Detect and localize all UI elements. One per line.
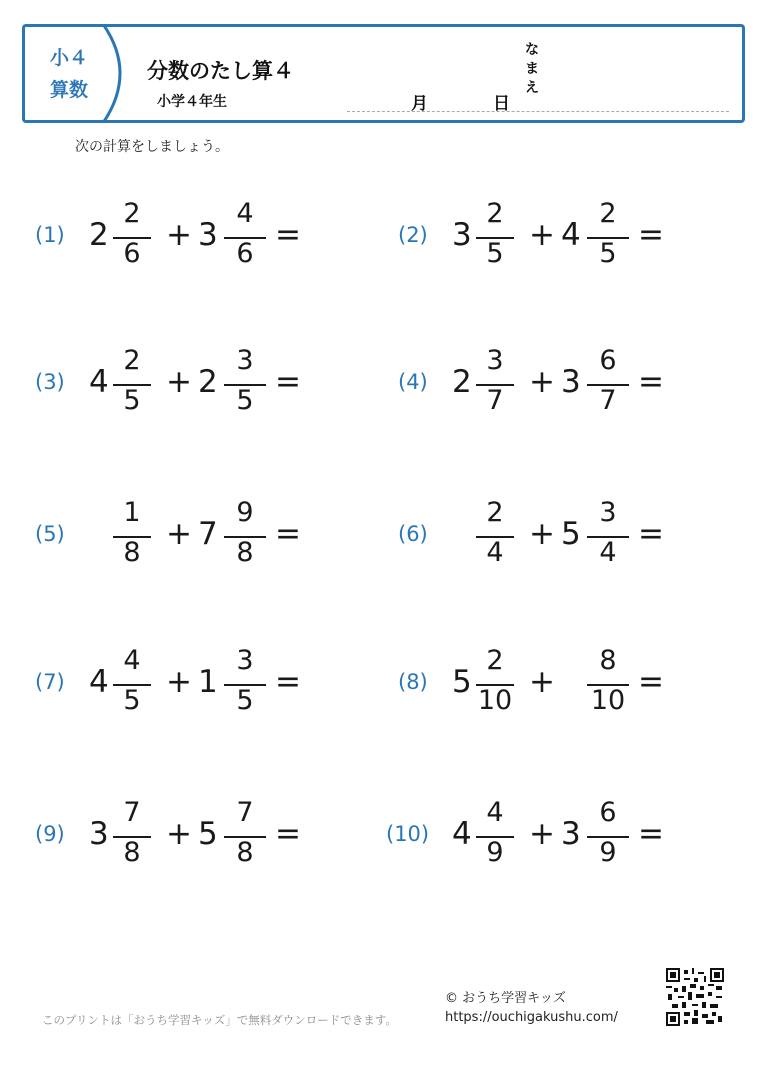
second-denominator: 8 — [236, 837, 254, 868]
problem-number: (5) — [35, 522, 65, 546]
equals-sign: = — [638, 516, 664, 552]
second-denominator: 7 — [599, 385, 617, 416]
first-numerator: 4 — [123, 645, 141, 676]
second-numerator: 6 — [599, 345, 617, 376]
second-numerator: 8 — [599, 645, 617, 676]
problem-4 — [398, 346, 738, 426]
qr-code-icon — [666, 968, 724, 1026]
problem-6 — [398, 498, 738, 578]
second-fraction — [587, 199, 629, 279]
second-fraction — [587, 646, 629, 726]
first-whole: 2 — [452, 364, 472, 400]
worksheet-title: 分数のたし算４ — [147, 59, 294, 83]
plus-sign: + — [529, 364, 555, 400]
second-whole: 5 — [561, 516, 581, 552]
problem-9 — [35, 798, 375, 878]
second-whole: 3 — [561, 816, 581, 852]
second-numerator: 6 — [599, 797, 617, 828]
first-denominator: 5 — [486, 238, 504, 269]
first-whole: 3 — [89, 816, 109, 852]
second-denominator: 5 — [599, 238, 617, 269]
first-numerator: 2 — [486, 198, 504, 229]
first-fraction — [476, 646, 514, 726]
grade-label: 小４ — [49, 47, 88, 69]
problem-number: (8) — [398, 670, 428, 694]
first-whole: 2 — [89, 217, 109, 253]
second-whole: 1 — [198, 664, 218, 700]
second-fraction — [224, 199, 266, 279]
second-denominator: 4 — [599, 537, 617, 568]
first-denominator: 10 — [477, 685, 513, 716]
problem-1 — [35, 199, 375, 279]
day-label: 日 — [493, 94, 510, 114]
equals-sign: = — [275, 516, 301, 552]
first-denominator: 6 — [123, 238, 141, 269]
problem-number: (9) — [35, 822, 65, 846]
instruction: 次の計算をしましょう。 — [75, 139, 229, 155]
plus-sign: + — [529, 816, 555, 852]
problem-number: (1) — [35, 223, 65, 247]
problem-number: (4) — [398, 370, 428, 394]
second-numerator: 7 — [236, 797, 254, 828]
second-whole: 3 — [561, 364, 581, 400]
first-numerator: 2 — [486, 497, 504, 528]
first-whole: 5 — [452, 664, 472, 700]
name-line — [347, 111, 729, 112]
first-fraction — [113, 199, 151, 279]
subject-label: 算数 — [49, 79, 88, 101]
name-label: なまえ — [525, 42, 539, 96]
first-numerator: 2 — [486, 645, 504, 676]
problem-number: (6) — [398, 522, 428, 546]
first-denominator: 5 — [123, 685, 141, 716]
first-whole: 4 — [452, 816, 472, 852]
plus-sign: + — [166, 217, 192, 253]
first-whole: 4 — [89, 364, 109, 400]
second-denominator: 8 — [236, 537, 254, 568]
problem-8 — [398, 646, 738, 726]
problem-3 — [35, 346, 375, 426]
problem-7 — [35, 646, 375, 726]
second-denominator: 5 — [236, 685, 254, 716]
plus-sign: + — [529, 664, 555, 700]
grade-badge — [25, 27, 125, 120]
second-fraction — [224, 798, 266, 878]
second-fraction — [224, 346, 266, 426]
second-whole: 4 — [561, 217, 581, 253]
grade-divider-curve — [25, 24, 135, 123]
equals-sign: = — [638, 364, 664, 400]
second-whole: 3 — [198, 217, 218, 253]
equals-sign: = — [638, 217, 664, 253]
first-whole: 3 — [452, 217, 472, 253]
second-numerator: 3 — [236, 345, 254, 376]
equals-sign: = — [275, 217, 301, 253]
second-denominator: 6 — [236, 238, 254, 269]
first-numerator: 3 — [486, 345, 504, 376]
first-fraction — [113, 498, 151, 578]
second-numerator: 2 — [599, 198, 617, 229]
month-label: 月 — [411, 94, 428, 114]
first-fraction — [113, 346, 151, 426]
equals-sign: = — [638, 816, 664, 852]
first-whole: 4 — [89, 664, 109, 700]
second-numerator: 3 — [236, 645, 254, 676]
equals-sign: = — [275, 364, 301, 400]
equals-sign: = — [638, 664, 664, 700]
equals-sign: = — [275, 816, 301, 852]
plus-sign: + — [166, 816, 192, 852]
site-url[interactable]: https://ouchigakushu.com/ — [445, 1010, 618, 1025]
second-fraction — [587, 346, 629, 426]
second-fraction — [587, 498, 629, 578]
second-whole: 2 — [198, 364, 218, 400]
second-numerator: 4 — [236, 198, 254, 229]
problem-5 — [35, 498, 375, 578]
copyright: © おうち学習キッズ — [445, 991, 566, 1006]
problem-10 — [386, 797, 738, 878]
plus-sign: + — [166, 516, 192, 552]
first-numerator: 1 — [123, 497, 141, 528]
first-denominator: 7 — [486, 385, 504, 416]
first-fraction — [113, 646, 151, 726]
second-fraction — [587, 798, 629, 878]
first-fraction — [113, 798, 151, 878]
plus-sign: + — [529, 217, 555, 253]
second-denominator: 5 — [236, 385, 254, 416]
first-denominator: 8 — [123, 837, 141, 868]
first-denominator: 4 — [486, 537, 504, 568]
worksheet-subtitle: 小学４年生 — [157, 94, 227, 110]
second-fraction — [224, 646, 266, 726]
footer-note: このプリントは「おうち学習キッズ」で無料ダウンロードできます。 — [42, 1013, 397, 1027]
worksheet-header — [22, 24, 745, 123]
problem-number: (3) — [35, 370, 65, 394]
plus-sign: + — [166, 364, 192, 400]
second-fraction — [224, 498, 266, 578]
problem-2 — [398, 199, 738, 279]
first-numerator: 7 — [123, 797, 141, 828]
first-denominator: 5 — [123, 385, 141, 416]
equals-sign: = — [275, 664, 301, 700]
problem-number: (10) — [386, 822, 430, 846]
problem-number: (7) — [35, 670, 65, 694]
first-fraction — [476, 346, 514, 426]
plus-sign: + — [529, 516, 555, 552]
first-numerator: 4 — [486, 797, 504, 828]
second-whole: 7 — [198, 516, 218, 552]
first-fraction — [476, 498, 514, 578]
problem-number: (2) — [398, 223, 428, 247]
first-denominator: 9 — [486, 837, 504, 868]
first-numerator: 2 — [123, 345, 141, 376]
first-numerator: 2 — [123, 198, 141, 229]
second-whole: 5 — [198, 816, 218, 852]
second-denominator: 10 — [590, 685, 626, 716]
first-fraction — [476, 199, 514, 279]
plus-sign: + — [166, 664, 192, 700]
first-fraction — [476, 798, 514, 878]
first-denominator: 8 — [123, 537, 141, 568]
second-numerator: 3 — [599, 497, 617, 528]
second-denominator: 9 — [599, 837, 617, 868]
second-numerator: 9 — [236, 497, 254, 528]
